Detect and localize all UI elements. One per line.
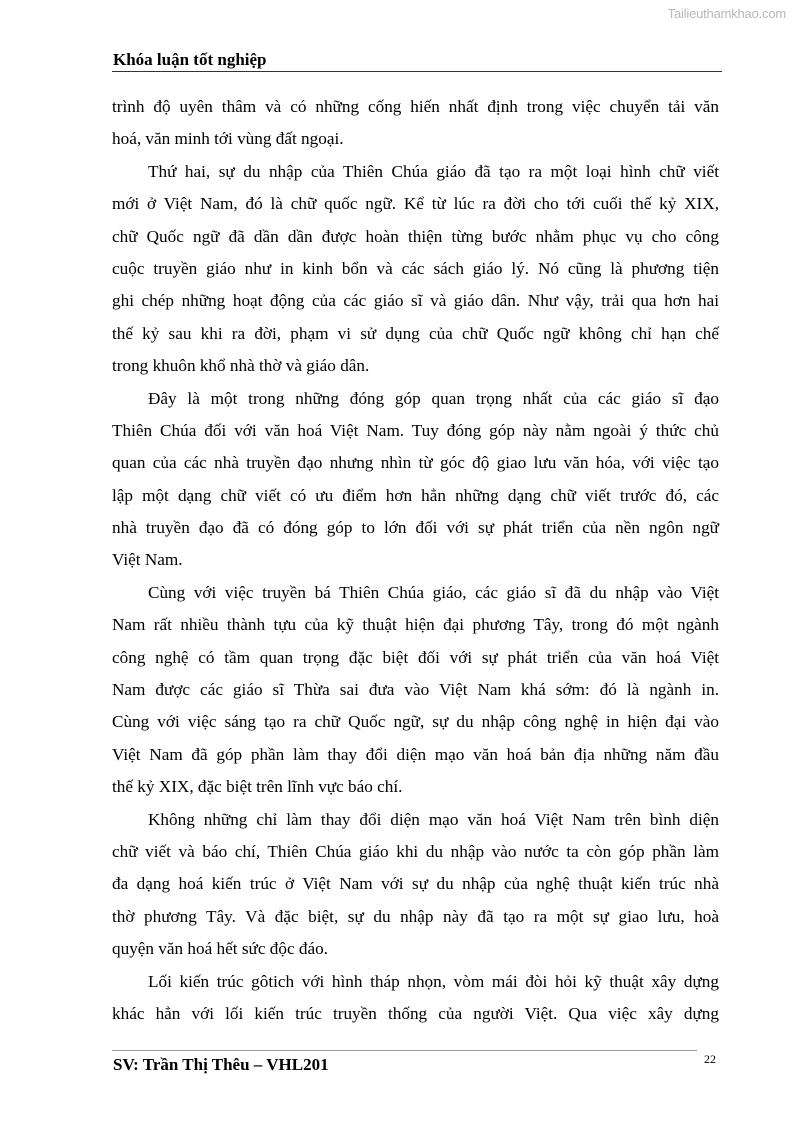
page-footer: [112, 1050, 697, 1074]
body-line: Cùng với việc sáng tạo ra chữ Quốc ngữ, sự du nhập công nghệ in hiện đại vào: [112, 712, 719, 732]
body-line: trong khuôn khổ nhà thờ và giáo dân.: [112, 356, 370, 376]
body-line: khác hẳn với lối kiến trúc truyền thống của người Việt. Qua việc xây dựng: [112, 1003, 719, 1023]
body-line: công nghệ có tầm quan trọng đặc biệt đối với sự phát triển của văn hoá Việt: [112, 647, 719, 667]
body-line: cuộc truyền giáo như in kinh bổn và các sách giáo lý. Nó cũng là phương tiện: [112, 258, 719, 278]
body-line: Đây là một trong những đóng góp quan trọng nhất của các giáo sĩ đạo: [148, 388, 719, 408]
body-line: Cùng với việc truyền bá Thiên Chúa giáo, các giáo sĩ đã du nhập vào Việt: [148, 582, 719, 602]
document-body: [112, 91, 719, 1030]
body-line: trình độ uyên thâm và có những cống hiến nhất định trong việc chuyển tải văn: [112, 97, 719, 116]
body-line: Việt Nam đã góp phần làm thay đổi diện mạo văn hoá bản địa những năm đầu: [112, 744, 719, 764]
body-line: Thiên Chúa đối với văn hoá Việt Nam. Tuy đóng góp này nằm ngoài ý thức chủ: [112, 420, 719, 440]
page-number: 22: [704, 1052, 716, 1066]
footer-author: SV: Trần Thị Thêu – VHL201: [113, 1055, 329, 1074]
body-line: hoá, văn minh tới vùng đất ngoại.: [112, 129, 344, 149]
body-line: Nam rất nhiều thành tựu của kỹ thuật hiện đại phương Tây, trong đó một ngành: [112, 615, 719, 635]
body-line: nhà truyền đạo đã có đóng góp to lớn đối với sự phát triển của nền ngôn ngữ: [112, 518, 719, 538]
body-line: lập một dạng chữ viết có ưu điểm hơn hẳn những dạng chữ viết trước đó, các: [112, 485, 719, 505]
body-line: thế kỷ sau khi ra đời, phạm vi sử dụng của chữ Quốc ngữ không chỉ hạn chế: [112, 323, 719, 343]
body-line: Thứ hai, sự du nhập của Thiên Chúa giáo đã tạo ra một loại hình chữ viết: [148, 161, 719, 181]
body-line: ghi chép những hoạt động của các giáo sĩ và giáo dân. Như vậy, trải qua hơn hai: [112, 291, 719, 311]
body-line: quyện văn hoá hết sức độc đáo.: [112, 939, 328, 959]
body-line: thờ phương Tây. Và đặc biệt, sự du nhập này đã tạo ra một sự giao lưu, hoà: [112, 906, 719, 926]
body-line: Việt Nam.: [112, 550, 183, 570]
body-line: quan của các nhà truyền đạo nhưng nhìn từ góc độ giao lưu văn hóa, với việc tạo: [112, 453, 719, 473]
body-line: chữ viết và báo chí, Thiên Chúa giáo khi du nhập vào nước ta còn góp phần làm: [112, 841, 719, 861]
body-line: Lối kiến trúc gôtich với hình tháp nhọn, vòm mái đòi hỏi kỹ thuật xây dựng: [148, 971, 719, 991]
body-line: mới ở Việt Nam, đó là chữ quốc ngữ. Kể từ lúc ra đời cho tới cuối thế kỷ XIX,: [112, 194, 719, 214]
body-line: Nam được các giáo sĩ Thừa sai đưa vào Việt Nam khá sớm: đó là ngành in.: [112, 680, 719, 700]
watermark-text: Tailieuthamkhao.com: [667, 6, 786, 21]
page-header: [112, 47, 722, 72]
header-title: Khóa luận tốt nghiệp: [113, 50, 267, 69]
body-line: đa dạng hoá kiến trúc ở Việt Nam với sự du nhập của nghệ thuật kiến trúc nhà: [112, 874, 719, 894]
body-line: thế kỷ XIX, đặc biệt trên lĩnh vực báo chí.: [112, 777, 403, 797]
body-line: chữ Quốc ngữ đã dần dần được hoàn thiện từng bước nhằm phục vụ cho công: [112, 226, 719, 246]
body-line: Không những chỉ làm thay đổi diện mạo văn hoá Việt Nam trên bình diện: [148, 809, 719, 829]
